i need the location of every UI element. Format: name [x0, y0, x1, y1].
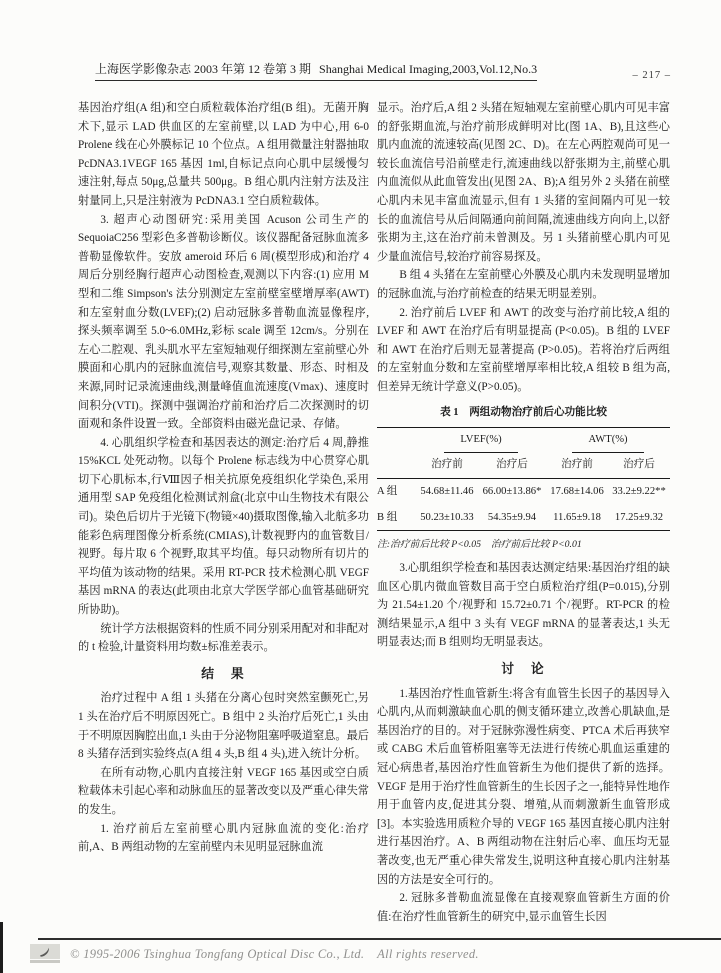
group-header-lvef: LVEF(%) — [444, 431, 517, 453]
table-group-header-row — [377, 428, 670, 453]
table-subheader: 治疗前 — [546, 453, 608, 479]
table-1-note: 注:治疗前后比较 P<0.05 治疗前后比较 P<0.01 — [377, 539, 582, 551]
publisher-logo-swoosh-icon — [37, 946, 53, 958]
body-paragraph: 4. 心肌组织学检查和基因表达的测定:治疗后 4 周,静推 15%KCL 处死动物。以每个 Prolene 标志线为中心贯穿心肌切下心肌标本,行Ⅷ因子相关抗原免疫组织化学染色,采用通用型 SAP 免疫组化检测试剂盒(北京中山生物技术有限公司)。染色后切片于光镜下(物镜×40)摄取图像,输入北航多功能彩色病理图像分析系统(CMIAS),计数视野内的血管数目/视野。每片取 6 个视野,取其平均值。每只动物所有切片的平均值为该动物的结果。采用 RT-PCR 技术检测心肌 VEGF 基因 mRNA 的表达(此项由北京大学医学部心血管基础研究所协助)。 — [78, 436, 369, 617]
body-paragraph: 3. 超声心动图研究:采用美国 Acuson 公司生产的 SequoiaC256 型彩色多普勒诊断仪。该仪器配备冠脉血流多普勒显像软件。安放 ameroid 环后 6 周(模型形成)和治疗 4 周后分别经胸行超声心动图检查,观测以下内容:(1) 应用 M 型和二维 Simpson's 法分别测定左室前壁室壁增厚率(AWT)和左室射血分数(LVEF);(2) 启动冠脉多普勒血流显像程序,探头频率调至 5.0~6.0MHz,彩标 scale 调至 12cm/s。分别在左心二腔观、乳头肌水平左室短轴观仔细探测左室前壁心外膜面和心肌内的冠脉血流信号,观察其数量、形态、时相及来源,同时记录流速曲线,测量峰值血流速度(Vmax)、速度时间积分(VTI)。探测中强调治疗前和治疗后二次探测时的切面观和条件设置一致。全部资料由磁光盘记录、存储。 — [78, 213, 369, 431]
right-column — [377, 99, 670, 937]
body-paragraph: 3.心肌组织学检查和基因表达测定结果:基因治疗组的缺血区心肌内微血管数目高于空白质粒治疗组(P=0.015),分别为 21.54±1.20 个/视野和 15.72±0.71 个/视野。RT-PCR 的检测结果显示,A 组中 3 头有 VEGF mRNA 的显著表达,1 头无明显表达;而 B 组则均无明显表达。 — [377, 562, 670, 649]
table-group-header — [546, 428, 670, 453]
footer-divider — [38, 938, 721, 940]
discussion-heading: 讨 论 — [501, 662, 546, 677]
row-label: B 组 — [377, 511, 398, 523]
journal-title-cn: 上海医学影像杂志 2003 年第 12 卷第 3 期 — [95, 62, 312, 76]
page-number: – 217 – — [632, 70, 671, 81]
body-paragraph: 1.基因治疗性血管新生:将含有血管生长因子的基因导入心肌内,从而刺激缺血心肌的侧支循环建立,改善心肌缺血,是基因治疗的目的。对于冠脉弥漫性病变、PTCA 术后再狭窄或 CABG 术后血管桥阻塞等无法进行传统心肌血运重建的冠心病患者,基因治疗性血管新生为他们提供了新的选择。VEGF 是用于治疗性血管新生的生长因子之一,能特异性地作用于血管内皮,促进其分裂、增殖,从而刺激新生血管形成[3]。本实验选用质粒介导的 VEGF 165 基因直接心肌内注射进行基因治疗。A、B 两组动物在注射后心率、血压均无显著改变,也无严重心律失常发生,说明这种直接心肌内注射基因的方法是安全可行的。 — [377, 687, 670, 886]
table-cell: 11.65±9.18 — [553, 511, 601, 523]
publisher-logo — [30, 944, 60, 959]
body-paragraph: 在所有动物,心肌内直接注射 VEGF 165 基因或空白质粒载体未引起心率和动脉血压的显著改变以及严重心律失常的发生。 — [78, 766, 369, 816]
results-heading: 结 果 — [201, 666, 246, 681]
journal-title-en: Shanghai Medical Imaging,2003,Vol.12,No.3 — [319, 62, 538, 76]
table-subheader: 治疗前 — [416, 453, 478, 479]
table-cell: 17.68±14.06 — [550, 486, 604, 498]
table-1-block — [377, 404, 670, 556]
table-cell-empty — [377, 428, 416, 453]
body-paragraph: 2. 冠脉多普勒血流显像在直接观察血管新生方面的价值:在治疗性血管新生的研究中,显示血管生长因 — [377, 892, 670, 923]
table-subheader: 治疗后 — [608, 453, 670, 479]
body-paragraph: 统计学方法根据资料的性质不同分别采用配对和非配对的 t 检验,计量资料用均数±标准差表示。 — [78, 622, 369, 654]
table-cell-empty — [377, 453, 416, 479]
group-header-awt: AWT(%) — [572, 431, 643, 453]
table-cell: 66.00±13.86* — [482, 486, 542, 498]
body-paragraph: 2. 治疗前后 LVEF 和 AWT 的改变与治疗前比较,A 组的 LVEF 和 AWT 在治疗后有明显提高 (P<0.05)。B 组的 LVEF 和 AWT 在治疗后则无显著提高 (P>0.05)。若将治疗后两组的左室射血分数和左室前壁增厚率相比较,A 组较 B 组为高,但差异无统计学意义(P>0.05)。 — [377, 306, 670, 393]
table-row-group-a — [377, 479, 670, 505]
left-column — [78, 99, 369, 937]
publisher-logo-caption — [30, 960, 60, 963]
table-1-title: 表 1 两组动物治疗前后心功能比较 — [440, 406, 607, 418]
table-cell: 54.68±11.46 — [420, 486, 474, 498]
table-cell: 17.25±9.32 — [614, 511, 664, 523]
table-subheader-row — [377, 453, 670, 479]
table-cell: 54.35±9.94 — [487, 511, 537, 523]
scan-edge-artifact — [0, 922, 3, 973]
table-cell: 33.2±9.22** — [612, 486, 666, 498]
body-paragraph: 治疗过程中 A 组 1 头猪在分离心包时突然室颤死亡,另 1 头在治疗后不明原因死亡。B 组中 2 头治疗后死亡,1 头由于不明原因胸腔出血,1 头由于分泌物阻塞呼吸道窒息。最后 8 头猪存活到实验终点(A 组 4 头,B 组 4 头),进入统计分析。 — [78, 692, 369, 761]
body-paragraph: B 组 4 头猪在左室前壁心外膜及心肌内未发现明显增加的冠脉血流,与治疗前检查的结果无明显差别。 — [377, 269, 670, 300]
journal-title-line — [95, 60, 537, 81]
table-cell: 50.23±10.33 — [420, 511, 474, 523]
table-subheader: 治疗后 — [478, 453, 546, 479]
body-paragraph: 显示。治疗后,A 组 2 头猪在短轴观左室前壁心肌内可见丰富的舒张期血流,与治疗前形成鲜明对比(图 1A、B),且这些心肌内血流的流速较高(见图 2C、D)。在左心两腔观尚可见一较长血流信号沿前壁走行,流速曲线以舒张期为主,前壁心肌内血流似从此血管发出(见图 2A、B);A 组另外 2 头猪在前壁心肌内未见丰富血流显示,但有 1 头猪的室间隔内可见一较长的血流信号从后间隔通向前间隔,流速曲线方向向上,以舒张期为主,这在治疗前未曾测及。另 1 头猪前壁心肌内可见少量血流信号,较治疗前容易探及。 — [377, 102, 670, 263]
body-paragraph: 基因治疗组(A 组)和空白质粒载体治疗组(B 组)。无菌开胸术下,显示 LAD 供血区的左室前壁,以 LAD 为中心,用 6-0 Prolene 线在心外膜标记 10 个位点。A 组用微量注射器抽取 PcDNA3.1VEGF 165 基因 1ml,自标记点向心肌中层缓慢匀速注射,每点 50μg,总量共 500μg。B 组心肌内注射方法及注射量同上,只是注射液为 PcDNA3.1 空白质粒载体。 — [78, 102, 369, 207]
body-paragraph: 1. 治疗前后左室前壁心肌内冠脉血流的变化:治疗前,A、B 两组动物的左室前壁内未见明显冠脉血流 — [78, 822, 369, 854]
table-row-group-b — [377, 505, 670, 531]
table-group-header — [416, 428, 546, 453]
table-1 — [377, 427, 670, 531]
page-header — [95, 60, 671, 81]
copyright-text: © 1995-2006 Tsinghua Tongfang Optical Disc Co., Ltd. All rights reserved. — [70, 947, 479, 961]
row-label: A 组 — [377, 486, 398, 498]
